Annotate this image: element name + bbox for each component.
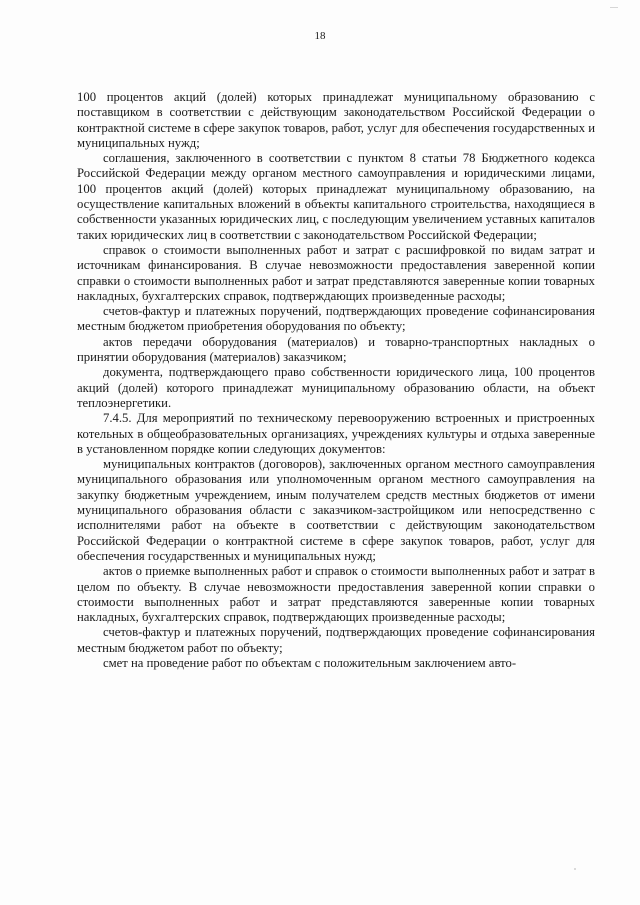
paragraph-6: документа, подтверждающего право собственности юридического лица, 100 процентов акций (долей) которого принадлежат муниципальному образованию области, на объект теплоэнергетики. [77, 365, 595, 410]
paragraph-11: смет на проведение работ по объектам с положительным заключением авто- [103, 655, 517, 670]
paragraph-5: актов передачи оборудования (материалов) и товарно-транспортных накладных о принятии оборудования (материалов) заказчиком; [77, 334, 595, 365]
paragraph-9: актов о приемке выполненных работ и справок о стоимости выполненных работ и затрат в целом по объекту. В случае невозможности предоставления заверенной копии справки о стоимости выполненных работ и затрат представляются заверенные копии товарных накладных, бухгалтерских справок, подтверждающих произведенные расходы; [77, 564, 595, 625]
paragraph-10: счетов-фактур и платежных поручений, подтверждающих проведение софинансирования местным бюджетом работ по объекту; [77, 625, 595, 655]
paragraph-7-section-7-4-5: 7.4.5. Для мероприятий по техническому перевооружению встроенных и пристроенных котельных в общеобразовательных организациях, учреждениях культуры и отдыха заверенные в установленном порядке копии следующих документов: [77, 411, 595, 456]
paragraph-1: 100 процентов акций (долей) которых принадлежат муниципальному образованию с поставщиком в соответствии с действующим законодательством Российской Федерации о контрактной системе в сфере закупок товаров, работ, услуг для обеспечения государственных и муниципальных нужд; [77, 90, 596, 150]
scan-corner-mark [610, 4, 618, 8]
scan-speck [574, 868, 576, 870]
paragraph-2: соглашения, заключенного в соответствии с пунктом 8 статьи 78 Бюджетного кодекса Российской Федерации между органом местного самоуправления и юридическими лицами, 100 процентов акций (долей) которых принадлежат муниципальному образованию, на осуществление капитальных вложений в объекты капитального строительства, находящиеся в собственности указанных юридических лиц, с последующим увеличением уставных капиталов таких юридических лиц в соответствии с законодательством Российской Федерации; [77, 151, 595, 242]
paragraph-3: справок о стоимости выполненных работ и затрат с расшифровкой по видам затрат и источникам финансирования. В случае невозможности предоставления заверенной копии справки о стоимости выполненных работ и затрат представляются заверенные копии товарных накладных, бухгалтерских справок, подтверждающих произведенные расходы; [77, 242, 595, 303]
paragraph-4: счетов-фактур и платежных поручений, подтверждающих проведение софинансирования местным бюджетом приобретения оборудования по объекту; [77, 304, 595, 334]
page-number: 18 [314, 30, 326, 42]
paragraph-8: муниципальных контрактов (договоров), заключенных органом местного самоуправления муниципального образования или уполномоченным органом местного самоуправления на закупку бюджетным учреждением, иным получателем средств местных бюджетов от имени муниципального образования области с заказчиком-застройщиком или непосредственно с исполнителями работ на объекте в соответствии с действующим законодательством Российской Федерации о контрактной системе в сфере закупок товаров, работ, услуг для обеспечения государственных и муниципальных нужд; [77, 457, 595, 563]
body-text [77, 90, 595, 671]
